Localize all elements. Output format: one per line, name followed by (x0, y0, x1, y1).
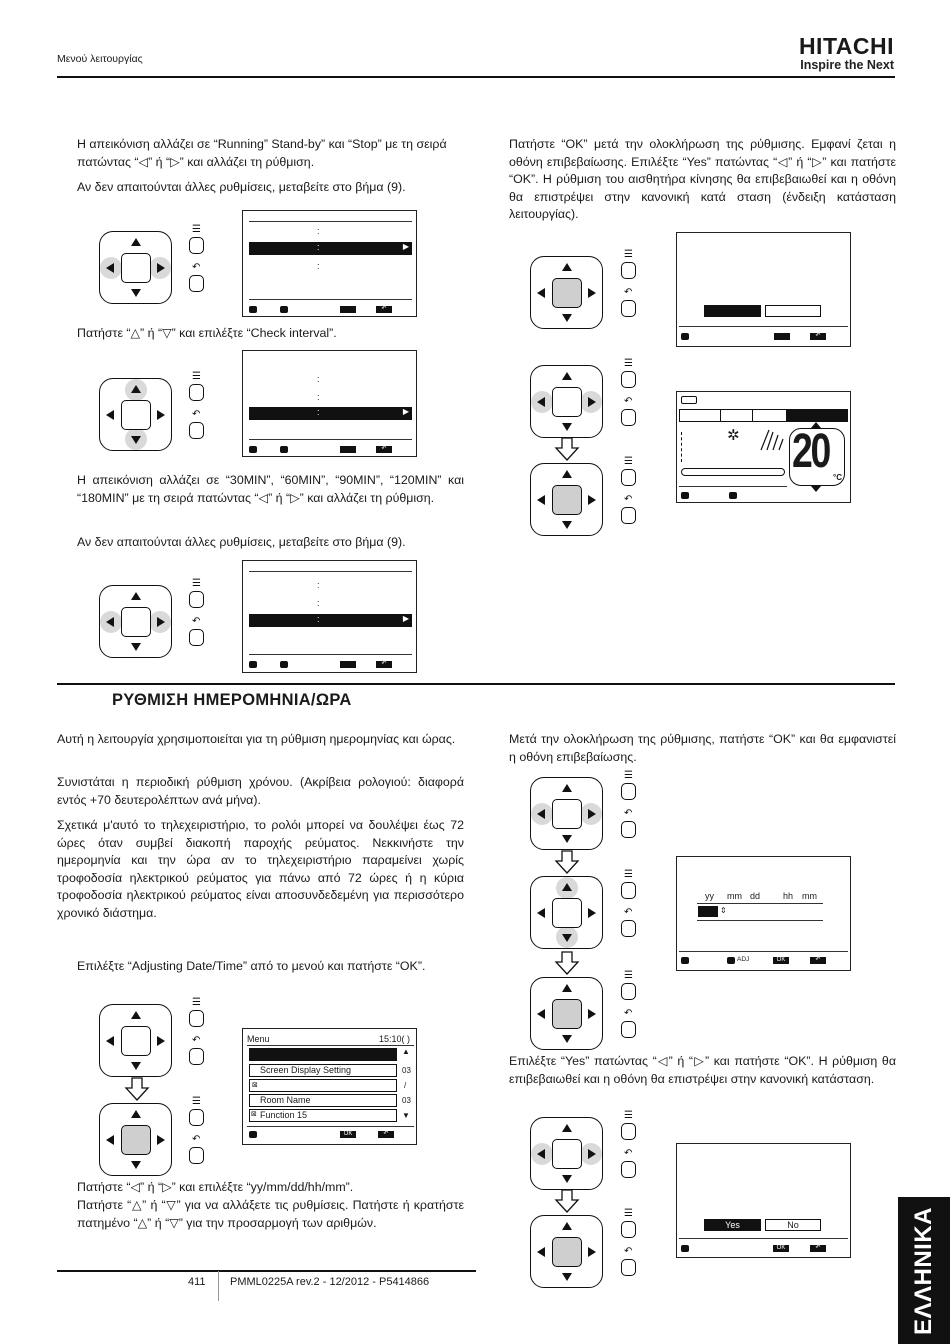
dpad[interactable] (530, 977, 603, 1050)
menu-lcd (242, 1028, 417, 1145)
adj-label: ADJ (737, 956, 750, 963)
return-icon: ↶ (624, 1008, 633, 1019)
menu-selected-row (249, 1048, 397, 1061)
menu-icon: ☰ (624, 970, 633, 981)
menu-icon: ☰ (624, 358, 633, 369)
side-buttons (621, 870, 636, 942)
up-arrow-icon (131, 1011, 141, 1019)
left-arrow-icon (537, 908, 545, 918)
down-flow-arrow-icon (554, 437, 580, 461)
right-arrow-icon (157, 1135, 165, 1145)
leftright-icon (280, 306, 288, 313)
date-lcd (676, 856, 851, 971)
return-button[interactable] (189, 1048, 204, 1065)
down-arrow-icon (131, 1161, 141, 1169)
left-arrow-icon (537, 397, 545, 407)
left-arrow-icon (106, 410, 114, 420)
ok-center-button[interactable] (121, 607, 151, 637)
menu-button[interactable] (189, 384, 204, 401)
right-arrow-icon (588, 495, 596, 505)
side-buttons (621, 1111, 636, 1183)
menu-button[interactable] (189, 591, 204, 608)
dpad[interactable] (530, 1215, 603, 1288)
menu-item-box: ⊠ (249, 1079, 397, 1092)
footer-divider (218, 1271, 219, 1301)
updown-icon (249, 661, 257, 668)
lcd-rule (249, 654, 412, 655)
return-button[interactable] (621, 507, 636, 524)
side-buttons (621, 971, 636, 1043)
paragraph: Πατήστε “△” ή “▽” για να αλλάξετε τις ρυθμίσεις. Πατήστε ή κρατήστε πατημένο “△” ή “▽” για την προσαρμογή των αριθμών. (77, 1198, 464, 1230)
down-flow-arrow-icon (124, 1077, 150, 1101)
back-soft-key: ↶ (378, 1131, 394, 1138)
updown-icon (729, 492, 737, 499)
left-arrow-icon (106, 1036, 114, 1046)
return-icon: ↶ (624, 396, 633, 407)
menu-button[interactable] (621, 1123, 636, 1140)
dpad[interactable] (530, 365, 603, 438)
lcd-screen (242, 560, 417, 673)
ok-center-button[interactable] (552, 898, 582, 928)
down-arrow-icon (562, 1273, 572, 1281)
dpad[interactable] (530, 256, 603, 329)
side-buttons (621, 457, 636, 529)
menu-slash: / (404, 1081, 407, 1090)
ok-soft-key (340, 661, 356, 668)
left-icon (681, 492, 689, 499)
back-soft-key: ↶ (810, 957, 826, 964)
down-arrow-icon (131, 1062, 141, 1070)
scroll-up-icon: ▲ (402, 1047, 410, 1056)
left-arrow-icon (106, 263, 114, 273)
menu-button[interactable] (621, 371, 636, 388)
menu-icon: ☰ (192, 997, 201, 1008)
side-buttons (189, 579, 204, 651)
return-icon: ↶ (192, 616, 201, 627)
paragraph: Συνιστάται η περιοδική ρύθμιση χρόνου. (Ακρίβεια ρολογιού: διαφορά εντός +70 δευτερολέπτων ανά μήνα). (57, 775, 464, 807)
ok-center-button[interactable] (552, 999, 582, 1029)
menu-icon: ☰ (624, 869, 633, 880)
return-icon: ↶ (192, 409, 201, 420)
return-button[interactable] (621, 1161, 636, 1178)
menu-icon: ☰ (192, 578, 201, 589)
menu-title: Menu (247, 1034, 270, 1044)
menu-item: Screen Display Setting (249, 1064, 397, 1077)
paragraph: Αυτή η λειτουργία χρησιμοποιείται για τη ρύθμιση ημερομηνίας και ώρας. (57, 732, 456, 746)
menu-icon: ☰ (624, 770, 633, 781)
return-button[interactable] (621, 409, 636, 426)
left-arrow-icon (537, 1149, 545, 1159)
dpad[interactable] (530, 463, 603, 536)
temperature-value: 20 (792, 425, 829, 478)
up-arrow-icon (562, 470, 572, 478)
menu-icon: ☰ (624, 1110, 633, 1121)
right-arrow-icon (588, 908, 596, 918)
left-arrow-icon (537, 1009, 545, 1019)
box-icon: ⊠ (251, 1111, 257, 1118)
up-arrow-icon (562, 1124, 572, 1132)
right-arrow-icon (157, 617, 165, 627)
language-tab-label: ΕΛΛΗΝΙΚΑ (910, 1206, 937, 1335)
lcd-rule (247, 1045, 414, 1046)
side-buttons (621, 250, 636, 322)
menu-icon: ☰ (624, 249, 633, 260)
down-arrow-icon (131, 436, 141, 444)
doc-reference: PMML0225A rev.2 - 12/2012 - P5414866 (230, 1276, 430, 1288)
paragraph: Η απεικόνιση αλλάζει σε “30MIN”, “60MIN”, “90MIN”, “120MIN” και “180MIN” με τη σειρά πατώντας “◁” ή “▷” και αλλάζει τη ρύθμιση. (77, 473, 464, 505)
up-arrow-icon (562, 263, 572, 271)
ok-center-button[interactable] (552, 1237, 582, 1267)
lcd-selected-row: : ▶ (249, 407, 412, 420)
dpad[interactable] (99, 1103, 172, 1176)
ok-soft-key: OK (340, 1131, 356, 1138)
dpad[interactable] (530, 777, 603, 850)
right-arrow-icon (588, 288, 596, 298)
menu-button[interactable] (189, 1010, 204, 1027)
down-arrow-icon (562, 1035, 572, 1043)
dpad[interactable] (99, 231, 172, 304)
temp-down-icon (811, 486, 821, 492)
return-icon: ↶ (624, 907, 633, 918)
section-title: ΡΥΘΜΙΣΗ ΗΜΕΡΟΜΗΝΙΑ/ΩΡΑ (112, 691, 352, 709)
paragraph: Αν δεν απαιτούνται άλλες ρυθμίσεις, μεταβείτε στο βήμα (9). (77, 180, 406, 194)
ok-center-button[interactable] (552, 1139, 582, 1169)
return-button[interactable] (189, 629, 204, 646)
return-button[interactable] (621, 1021, 636, 1038)
menu-button[interactable] (621, 783, 636, 800)
leftright-icon (280, 661, 288, 668)
menu-button[interactable] (621, 262, 636, 279)
up-arrow-icon (562, 372, 572, 380)
ok-center-button[interactable] (552, 278, 582, 308)
lcd-rule (679, 326, 848, 327)
back-soft-key: ↶ (810, 333, 826, 340)
sensor-icon (759, 426, 785, 452)
brand-tagline: Inspire the Next (800, 58, 894, 72)
ok-soft-key (774, 333, 790, 340)
confirm-lcd (676, 232, 851, 347)
back-soft-key: ↶ (376, 661, 392, 668)
lcd-screen (242, 210, 417, 317)
side-buttons (189, 372, 204, 444)
dpad[interactable] (530, 876, 603, 949)
side-buttons (621, 1209, 636, 1281)
down-arrow-icon (562, 314, 572, 322)
menu-button[interactable] (621, 469, 636, 486)
section-rule (57, 683, 895, 685)
left-arrow-icon (537, 288, 545, 298)
lcd-rule (679, 1238, 848, 1239)
up-arrow-icon (562, 1222, 572, 1230)
menu-icon: ☰ (192, 371, 201, 382)
side-buttons (189, 1097, 204, 1169)
down-flow-arrow-icon (554, 951, 580, 975)
return-icon: ↶ (624, 287, 633, 298)
ok-center-button[interactable] (121, 1026, 151, 1056)
lcd-colon: : (317, 598, 320, 608)
yes-option (704, 305, 761, 317)
side-buttons (189, 225, 204, 297)
paragraph: Μετά την ολοκλήρωση της ρύθμισης, πατήστε “OK” και θα εμφανιστεί η οθόνη επιβεβαίωσης. (509, 732, 896, 764)
right-arrow-icon (588, 1149, 596, 1159)
lcd-rule (697, 920, 823, 921)
menu-button[interactable] (621, 1221, 636, 1238)
return-button[interactable] (189, 1147, 204, 1164)
yes-option: Yes (704, 1219, 761, 1231)
up-arrow-icon (562, 883, 572, 891)
menu-icon: ☰ (192, 1096, 201, 1107)
lcd-rule (697, 903, 823, 904)
lcd-colon: : (317, 580, 320, 590)
back-soft-key: ↶ (810, 1245, 826, 1252)
dash-mark (681, 432, 682, 462)
menu-item-value: 03 (402, 1066, 411, 1075)
left-arrow-icon (106, 617, 114, 627)
status-tabs (679, 409, 848, 422)
return-icon: ↶ (192, 1134, 201, 1145)
dpad[interactable] (99, 378, 172, 451)
paragraph: Πατήστε “OK” μετά την ολοκλήρωση της ρύθμισης. Εμφανί ζεται η οθόνη επιβεβαίωσης. Επιλέξτε “Yes” πατώντας “◁” ή “▷” και πατήστε “OK”. Η ρύθμιση του αισθητήρα κίνησης θα επιβεβαιωθεί και η οθόνη θα επιστρέψει στην κανονική κατά σταση (ένδειξη κατάσταση λειτουργίας). (509, 137, 896, 221)
menu-item-value: 03 (402, 1096, 411, 1105)
right-arrow-icon (157, 410, 165, 420)
label-mm: mm (727, 891, 742, 901)
return-icon: ↶ (624, 1148, 633, 1159)
side-buttons (621, 771, 636, 843)
paragraph: Πατήστε “△” ή “▽” και επιλέξτε “Check interval”. (77, 326, 337, 340)
right-arrow-icon (157, 1036, 165, 1046)
left-arrow-icon (537, 1247, 545, 1257)
dpad[interactable] (99, 1004, 172, 1077)
ok-soft-key: OK (773, 957, 789, 964)
return-icon: ↶ (192, 1035, 201, 1046)
lcd-rule (249, 439, 412, 440)
updown-icon (727, 957, 735, 964)
down-flow-arrow-icon (554, 850, 580, 874)
leftright-icon (681, 333, 689, 340)
ok-center-button[interactable] (552, 387, 582, 417)
left-arrow-icon (537, 809, 545, 819)
side-buttons (621, 359, 636, 431)
updown-icon (249, 1131, 257, 1138)
return-icon: ↶ (624, 808, 633, 819)
year-field-selected (698, 906, 718, 917)
down-arrow-icon (562, 423, 572, 431)
updown-icon (249, 446, 257, 453)
ok-soft-key (340, 446, 356, 453)
return-button[interactable] (621, 920, 636, 937)
status-bar (681, 468, 785, 476)
lcd-rule (249, 299, 412, 300)
menu-button[interactable] (621, 882, 636, 899)
confirm-lcd (676, 1143, 851, 1258)
lcd-colon: : (317, 392, 320, 402)
side-buttons (189, 998, 204, 1070)
ok-center-button[interactable] (552, 485, 582, 515)
right-arrow-icon (157, 263, 165, 273)
lcd-rule (249, 571, 412, 572)
fan-icon: ✲ (727, 427, 740, 444)
return-button[interactable] (621, 821, 636, 838)
return-button[interactable] (621, 300, 636, 317)
lcd-rule (679, 951, 848, 952)
return-button[interactable] (621, 1259, 636, 1276)
lcd-screen (242, 350, 417, 457)
status-lcd (676, 391, 851, 503)
down-arrow-icon (562, 521, 572, 529)
down-arrow-icon (562, 1175, 572, 1183)
up-arrow-icon (131, 385, 141, 393)
menu-item: Room Name (249, 1094, 397, 1107)
back-soft-key: ↶ (376, 306, 392, 313)
paragraph: Σχετικά μ'αυτό το τηλεχειριστήριο, το ρολόι μπορεί να δουλέψει έως 72 ώρες όταν συμβεί διακοπή παροχής ρεύματος. Νεκκινήστε την ημερομηνία και την ώρα αν το τηλεχειριστήριο παραμείνει χωρίς τροφοδοσία ηλεκτρικού ρεύματος για πάνω από 72 ώρες ή η κύρια τροφοδοσία ηλεκτρικού ρεύματος είναι αποσυνδεδεμένη για περισσότερο χρονικό διάστημα. (57, 818, 464, 920)
menu-time: 15:10( ) (378, 1034, 410, 1044)
menu-icon: ☰ (624, 456, 633, 467)
right-arrow-icon (588, 397, 596, 407)
down-arrow-icon (562, 835, 572, 843)
return-button[interactable] (189, 422, 204, 439)
footer-rule (57, 1270, 476, 1272)
return-icon: ↶ (624, 494, 633, 505)
lcd-rule (247, 1126, 414, 1127)
down-flow-arrow-icon (554, 1189, 580, 1213)
left-arrow-icon (106, 1135, 114, 1145)
down-arrow-icon (131, 643, 141, 651)
lcd-rule (679, 486, 787, 487)
down-arrow-icon (562, 934, 572, 942)
ok-soft-key (340, 306, 356, 313)
down-arrow-icon (131, 289, 141, 297)
label-yy: yy (705, 891, 714, 901)
dpad[interactable] (530, 1117, 603, 1190)
lcd-colon: : (317, 226, 320, 236)
up-arrow-icon (131, 238, 141, 246)
paragraph: Αν δεν απαιτούνται άλλες ρυθμίσεις, μεταβείτε στο βήμα (9). (77, 535, 406, 549)
mode-tag (681, 396, 697, 404)
label-hh: hh (783, 891, 794, 901)
temperature-unit: °C (833, 473, 842, 482)
up-arrow-icon (131, 1110, 141, 1118)
up-arrow-icon (562, 984, 572, 992)
return-button[interactable] (189, 275, 204, 292)
menu-button[interactable] (189, 1109, 204, 1126)
paragraph: Επιλέξτε “Adjusting Date/Time” από το μενού και πατήστε “OK”. (77, 959, 426, 973)
lcd-selected-row: : ▶ (249, 614, 412, 627)
menu-icon: ☰ (624, 1208, 633, 1219)
menu-button[interactable] (189, 237, 204, 254)
no-option (765, 305, 821, 317)
scroll-down-icon: ▼ (402, 1111, 410, 1120)
left-arrow-icon (537, 495, 545, 505)
label-min: mm (802, 891, 817, 901)
updown-mark-icon: ⇕ (720, 906, 727, 915)
language-tab (898, 1197, 950, 1344)
paragraph: Πατήστε “◁” ή “▷” και επιλέξτε “yy/mm/dd/hh/mm”. (77, 1180, 354, 1194)
page-number: 411 (188, 1276, 206, 1288)
ok-center-button[interactable] (552, 799, 582, 829)
lcd-colon: : (317, 374, 320, 384)
lcd-rule (249, 221, 412, 222)
ok-center-button[interactable] (121, 253, 151, 283)
paragraph: Η απεικόνιση αλλάζει σε “Running” Stand-by” και “Stop” με τη σειρά πατώντας “◁” ή “▷” και αλλάζει τη ρύθμιση. (77, 137, 447, 169)
no-option: No (765, 1219, 821, 1231)
right-arrow-icon (588, 1009, 596, 1019)
up-arrow-icon (562, 784, 572, 792)
header-section: Μενού λειτουργίας (57, 53, 143, 65)
brand-name: HITACHI (798, 33, 894, 59)
ok-soft-key: OK (773, 1245, 789, 1252)
updown-icon (249, 306, 257, 313)
temperature-frame (789, 425, 845, 486)
right-arrow-icon (588, 809, 596, 819)
right-arrow-icon (588, 1247, 596, 1257)
brand-logo (799, 34, 894, 72)
up-arrow-icon (131, 592, 141, 600)
leftright-icon (681, 957, 689, 964)
dpad[interactable] (99, 585, 172, 658)
return-icon: ↶ (192, 262, 201, 273)
lcd-colon: : (317, 261, 320, 271)
ok-center-button[interactable] (121, 400, 151, 430)
paragraph: Επιλέξτε “Yes” πατώντας “◁” ή “▷” και πατήστε “OK”. Η ρύθμιση θα επιβεβαιωθεί και η οθόνη θα επιστρέψει στην κανονική κατάσταση. (509, 1054, 896, 1086)
leftright-icon (681, 1245, 689, 1252)
ok-center-button[interactable] (121, 1125, 151, 1155)
back-soft-key: ↶ (376, 446, 392, 453)
temp-up-icon (811, 422, 821, 428)
lcd-selected-row: : ▶ (249, 242, 412, 255)
return-icon: ↶ (624, 1246, 633, 1257)
menu-button[interactable] (621, 983, 636, 1000)
label-dd: dd (750, 891, 761, 901)
leftright-icon (280, 446, 288, 453)
menu-item: Function 15 (249, 1109, 397, 1122)
header-rule (57, 76, 895, 78)
menu-icon: ☰ (192, 224, 201, 235)
